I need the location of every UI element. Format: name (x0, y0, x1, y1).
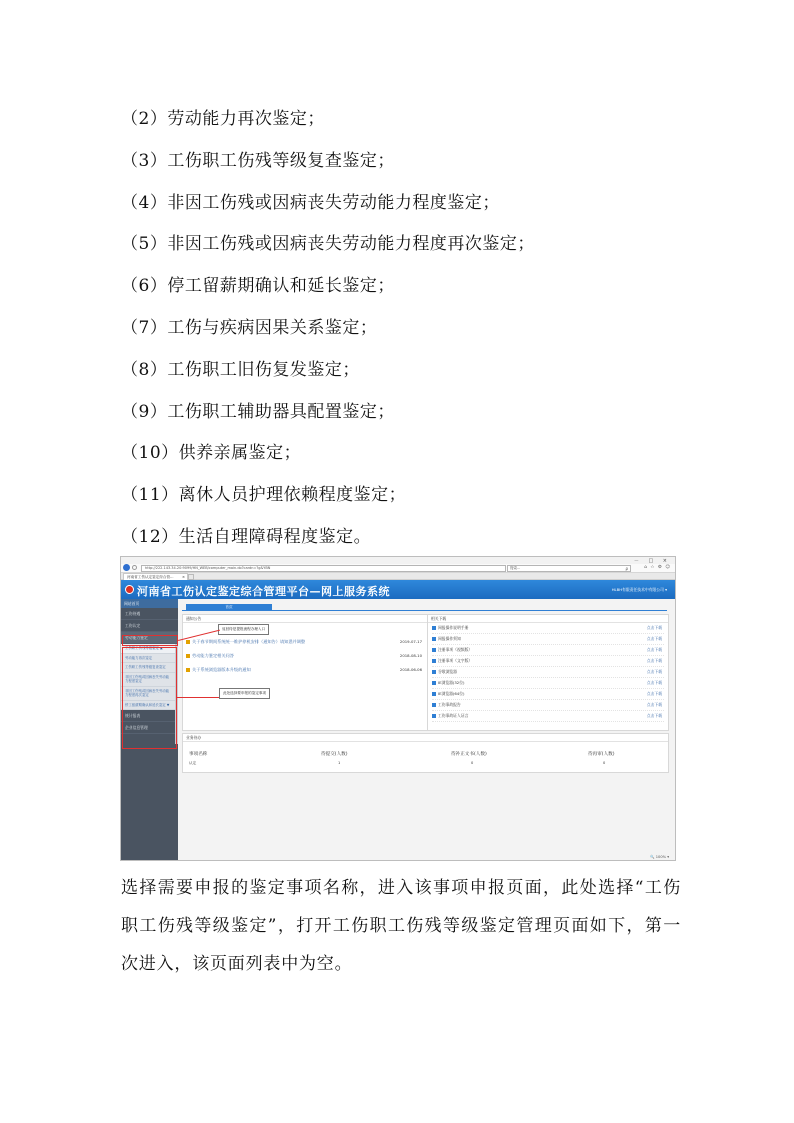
user-menu[interactable]: HLBH有限责任技术中有限公司 ▾ (611, 587, 667, 592)
download-item (432, 711, 664, 722)
list-item: （6）停工留薪期确认和延长鉴定； (121, 276, 395, 297)
sidebar-item-reports[interactable]: 统计报表 (121, 710, 178, 722)
file-icon (432, 692, 436, 696)
download-name: 注册事项（视频版） (438, 647, 473, 652)
sidebar-item-injury-recognition[interactable]: 工伤认定 (121, 620, 178, 632)
tab-label: 河南省工伤认定鉴定综合管... (127, 575, 174, 579)
highlight-box (122, 647, 177, 749)
list-item: （8）工伤职工旧伤复发鉴定； (121, 359, 360, 380)
tab-home[interactable]: 首页 (186, 604, 272, 610)
table-cell[interactable]: 0 (471, 761, 474, 765)
notice-item[interactable] (186, 665, 424, 674)
highlight-box (122, 635, 178, 646)
download-item (432, 634, 664, 645)
sidebar-item-company-info[interactable]: 企业信息管理 (121, 722, 178, 734)
download-link[interactable]: 点击下载 (646, 625, 662, 630)
back-arrow-icon[interactable] (123, 564, 130, 571)
file-icon (432, 626, 436, 630)
download-panel (427, 614, 669, 731)
tab-underline (182, 610, 667, 611)
table-cell[interactable]: 1 (338, 761, 341, 765)
annotation-callout: 返回待是提报流程办理入口 (218, 624, 269, 635)
download-link[interactable]: 点击下载 (646, 702, 662, 707)
list-item: （10）供养亲属鉴定； (121, 443, 302, 464)
body-paragraph: 选择需要申报的鉴定事项名称，进入该事项申报页面，此处选择“工伤职工伤残等级鉴定”，打开工伤职工伤残等级鉴定管理页面如下，第一次进入，该页面列表中为空。 (121, 878, 681, 974)
download-name: 网报操作须知 (438, 636, 461, 641)
browser-tab[interactable] (123, 573, 188, 580)
list-item: （4）非因工伤残或因病丧失劳动能力程度鉴定； (121, 192, 500, 213)
download-name: 注册事项（文字版） (438, 658, 473, 663)
list-item: （7）工伤与疾病因果关系鉴定； (121, 317, 378, 338)
bullet-icon (186, 654, 190, 658)
bullet-icon (186, 668, 190, 672)
download-name: IE浏览器(64位) (438, 691, 465, 696)
file-icon (432, 703, 436, 707)
submenu-item[interactable]: 劳动能力再次鉴定 (121, 654, 175, 664)
file-icon (432, 637, 436, 641)
notice-date: 2019-07-17 (399, 639, 422, 644)
column-header: 事项名称 (189, 752, 208, 757)
file-icon (432, 714, 436, 718)
submenu-item[interactable]: 非因工伤残或因病丧失劳动能力程度再次鉴定 (121, 687, 175, 701)
download-link[interactable]: 点击下载 (646, 658, 662, 663)
download-item (432, 623, 664, 634)
download-name: 工伤事故报告 (438, 702, 461, 707)
column-header: 待补正文书(人数) (451, 752, 487, 757)
notice-title[interactable]: 劳动能力鉴定相关问答 (192, 653, 234, 658)
notice-title[interactable]: 关于春节期间系统统一维护停机安排（通知告）请知悉并调整 (192, 639, 306, 644)
download-link[interactable]: 点击下载 (646, 680, 662, 685)
list-item: （12）生活自理障碍程度鉴定。 (121, 526, 372, 547)
browser-address-row (121, 564, 675, 573)
browser-search-input[interactable] (507, 565, 631, 572)
notice-date: 2018-08-10 (399, 653, 422, 658)
column-header: 待再审(人数) (588, 752, 615, 757)
download-item (432, 700, 664, 711)
download-panel-title: 相关下载 (428, 615, 668, 623)
bullet-icon (186, 640, 190, 644)
todo-panel-title: 业务待办 (183, 734, 668, 742)
table-cell: 认定 (189, 761, 197, 765)
search-icon[interactable]: ρ (625, 566, 628, 571)
list-item: （2）劳动能力再次鉴定； (121, 109, 325, 129)
browser-toolbar-icons[interactable]: ⌂ ☆ ⚙ ☺ (644, 565, 671, 570)
download-link[interactable]: 点击下载 (646, 636, 662, 641)
download-item (432, 667, 664, 678)
app-logo-icon (125, 585, 134, 594)
browser-tab-strip (121, 573, 675, 580)
list-item: （5）非因工伤残或因病丧失劳动能力程度再次鉴定； (121, 234, 535, 255)
download-name: 工伤事故证人证言 (438, 713, 469, 718)
sidebar-item-home[interactable]: 网站首页 (121, 599, 178, 608)
download-link[interactable]: 点击下载 (646, 691, 662, 696)
zoom-indicator[interactable]: 🔍 100% ▾ (650, 855, 669, 859)
submenu-item[interactable]: 非因工伤残或因病丧失劳动能力程度鉴定 (121, 673, 175, 687)
list-item: （9）工伤职工辅助器具配置鉴定； (121, 401, 395, 422)
download-name: 谷歌浏览器 (438, 669, 457, 674)
appraisal-type-list (121, 99, 681, 559)
notice-item[interactable] (186, 651, 424, 660)
submenu-item[interactable]: 停工留薪期确认和延长鉴定 ▼ (121, 701, 175, 711)
column-header: 待提交(人数) (321, 752, 348, 757)
search-placeholder: 搜索... (510, 566, 521, 570)
app-title: 河南省工伤认定鉴定综合管理平台—网上服务系统 (137, 585, 390, 598)
download-item (432, 689, 664, 700)
file-icon (432, 681, 436, 685)
file-icon (432, 648, 436, 652)
todo-panel (182, 733, 669, 773)
download-item (432, 656, 664, 667)
app-header (121, 580, 675, 599)
embedded-screenshot (120, 556, 676, 861)
sidebar-item-ability-appraisal[interactable]: 劳动能力鉴定 (121, 632, 178, 644)
download-link[interactable]: 点击下载 (646, 647, 662, 652)
notice-panel-title: 通知公告 (183, 615, 427, 623)
file-icon (432, 670, 436, 674)
download-item (432, 678, 664, 689)
notice-item[interactable] (186, 637, 424, 646)
address-bar[interactable]: http://222.143.34.20:9099/HN_WEB/computer_main.do?cardn=?g&YBN (141, 565, 506, 572)
table-cell[interactable]: 0 (603, 761, 606, 765)
main-content (178, 599, 675, 860)
download-link[interactable]: 点击下载 (646, 713, 662, 718)
download-name: IE浏览器(32位) (438, 680, 465, 685)
sidebar-item-injury-benefits[interactable]: 工伤待遇 (121, 608, 178, 620)
download-name: 网报操作说明手册 (438, 625, 469, 630)
forward-arrow-icon[interactable] (132, 565, 137, 570)
download-item (432, 645, 664, 656)
annotation-callout: 此处选择要申报的鉴定事项 (219, 688, 270, 699)
submenu-item[interactable]: 工伤职工伤残等级复查鉴定 (121, 663, 175, 673)
close-icon[interactable]: × (181, 575, 185, 579)
notice-title[interactable]: 关于系统浏览器版本升级的通知 (192, 667, 251, 672)
file-icon (432, 659, 436, 663)
annotation-arrow (177, 697, 219, 698)
list-item: （11）离休人员护理依赖程度鉴定； (121, 485, 407, 506)
download-link[interactable]: 点击下载 (646, 669, 662, 674)
list-item: （3）工伤职工伤残等级复查鉴定； (121, 150, 395, 171)
window-controls[interactable]: － □ × (633, 558, 671, 564)
notice-date: 2018-06-06 (399, 667, 422, 672)
submenu-item[interactable]: 工伤职工伤残等级鉴定 ▲ (121, 644, 175, 654)
